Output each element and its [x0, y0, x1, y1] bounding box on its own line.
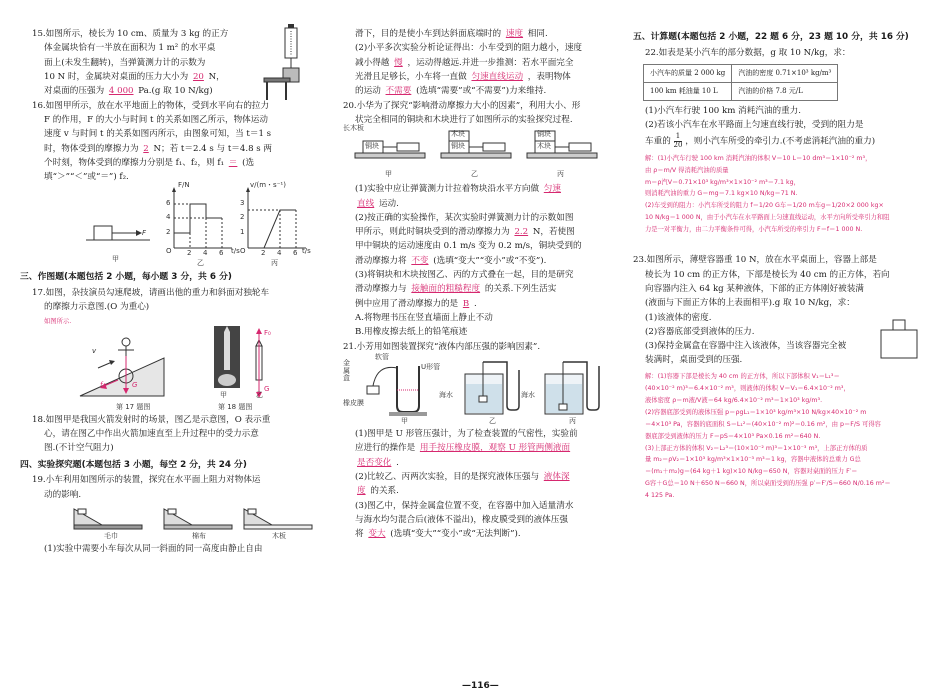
answer-blank: 变大 [368, 529, 386, 540]
q19-line: 光滑且足够长，小车将一直做 匀速直线运动 ，表明物体 [355, 71, 571, 82]
board-label: 长木板 [343, 124, 364, 133]
tick-label: 4 [166, 213, 171, 222]
block-label: 铜块 [365, 142, 379, 151]
q15-line: 面上(未发生翻转)，当弹簧测力计的示数为 [44, 57, 206, 68]
q16-figures [32, 181, 312, 268]
q20-line: 状完全相同的铜块和木块进行了如图所示的实验探究过程. [355, 114, 573, 125]
q22-line: 22.如表是某小汽车的部分数据，g 取 10 N/kg，求： [645, 47, 851, 58]
answer-blank: 液体深 [543, 471, 570, 482]
table-row [644, 82, 838, 100]
answer-blank: 用手按压橡皮膜，观察 U 形管两侧液面 [419, 443, 571, 454]
membrane-label: 橡皮膜 [343, 398, 364, 407]
q16-force-time-graph [164, 186, 234, 256]
q20-line: 例中应用了滑动摩擦力的是 B . [355, 298, 477, 309]
utube-label: U形管 [421, 362, 441, 371]
q21-line: 21.小芳用如图装置探究“液体内部压强的影响因素”. [343, 341, 541, 352]
denominator: 20 [673, 140, 683, 149]
answer-blank: 直线 [357, 198, 375, 209]
probe-label: 金属盒 [343, 358, 350, 383]
q19-line: 19.小车利用如图所示的装置，探究在水平面上阻力对物体运 [32, 475, 261, 486]
fig-label-bing: 丙 [557, 170, 564, 179]
q21-line: 度 的关系. [357, 486, 399, 497]
q19-line: 减小得越 慢 ，运动得越远.并进一步推测：若水平面完全 [355, 57, 574, 68]
solution-line: 解：(1)小汽车行驶 100 km 消耗汽油的体积 V＝10 L＝10 dm³＝1×10⁻² m³， [645, 154, 872, 162]
q21-line: (3)图乙中，保持金属盒位置不变，在容器中加入适量清水 [355, 500, 574, 511]
answer-blank: 不变 [411, 255, 429, 266]
right-column [633, 28, 923, 502]
q18-line: 18.如图甲是我国火箭发射时的场景，图乙是示意图，O 表示重 [32, 414, 271, 425]
table-cell: 汽油的价格 7.8 元/L [732, 82, 838, 100]
answer-blank: 2 [143, 143, 149, 154]
answer-blank: 度 [357, 486, 366, 497]
fig-label-yi: 乙 [256, 390, 263, 399]
tick-label: O [240, 247, 246, 256]
table-cell: 小汽车的质量 2 000 kg [644, 64, 732, 82]
solution-line: m＝ρ汽V＝0.71×10³ kg/m³×1×10⁻² m³＝7.1 kg， [645, 178, 800, 186]
friction-label: f [100, 380, 103, 389]
q23-line: (液面与下面正方体的上表面相平).g 取 10 N/kg，求： [645, 298, 855, 309]
q15-line: 10 N 时，金属块对桌面的压力大小为 20 N， [44, 71, 225, 82]
section-heading: 三、作图题(本题包括 2 小题，每小题 3 分，共 6 分) [20, 272, 232, 283]
section-heading: 五、计算题(本题包括 2 小题，22 题 6 分，23 题 10 分，共 16 分) [633, 32, 909, 42]
tick-label: 3 [240, 199, 245, 208]
tick-label: t/s [302, 247, 311, 256]
q19-line: 滑下，目的是使小车到达斜面底端时的 速度 相同. [355, 29, 548, 39]
solution-line: 10 N/kg＝1 000 N，由于小汽车在水平路面上匀速直线运动，水平方向所受牵引力和阻 [645, 214, 890, 222]
numerator: 1 [674, 133, 683, 142]
tick-label: 2 [240, 213, 245, 222]
q21-line: 与海水均匀混合后(液体不溢出)，橡皮膜受到的液体压强 [355, 514, 568, 525]
solution-line: ＝4×10³ Pa，容器的底面积 S＝L₁²＝(40×10⁻² m)²＝0.16 m²，由 p＝F/S 可得容 [645, 420, 881, 428]
answer-blank: 不需要 [385, 86, 412, 97]
fig-label-jia: 甲 [401, 416, 408, 425]
q17-line: 的摩擦力示意图.(O 为重心) [44, 302, 150, 313]
q23-container-figure [879, 318, 923, 360]
q20-line: 甲中铜块的运动速度由 0.1 m/s 变为 0.2 m/s，铜块受到的 [355, 241, 582, 252]
beaker-bing [539, 356, 609, 418]
q17-line: 17.如图，杂技演员勾速爬坡，请画出他的重力和斜面对独轮车 [32, 288, 270, 299]
tick-label: t/s [231, 247, 240, 256]
surface-label: 毛巾 [104, 531, 118, 540]
q22-solution [633, 153, 923, 237]
q16-velocity-time-graph [238, 186, 308, 256]
solution-line: 4 125 Pa. [645, 492, 675, 500]
section-heading: 四、实验探究题(本题包括 3 小题，每空 2 分，共 24 分) [20, 459, 247, 470]
figure-caption: 第 17 题图 [116, 402, 151, 411]
tick-label: 4 [277, 249, 282, 258]
q16-line: F 的作用，F 的大小与时间 t 的关系如图乙所示，物体运动 [44, 114, 268, 125]
q15-line: 体金属块恰有一半放在面积为 1 m² 的水平桌 [44, 43, 216, 54]
q19-line: (2)小平多次实验分析论证得出：小车受到的阻力越小，速度 [355, 43, 583, 54]
graph-axis-label: F/N [178, 181, 190, 190]
q19-line: 动的影响. [44, 489, 82, 500]
ramp-towel [72, 505, 144, 531]
solution-line: (3)上部正方体的体积 V₂＝L₂³＝(10×10⁻² m)³＝1×10⁻³ m³，上部正方体的质 [645, 444, 868, 452]
q22-line: (2)若该小汽车在水平路面上匀速直线行驶，受到的阻力是 [645, 119, 864, 130]
option-b: B.用橡皮擦去纸上的铅笔痕迹 [355, 327, 468, 338]
solution-line: (2)容器底部受到的液体压强 p＝ρgL₁＝1×10³ kg/m³×10 N/kg×40×10⁻² m [645, 408, 867, 416]
q19-line: 的运动 不需要 (选填“需要”或“不需要”)力来维持. [355, 86, 547, 97]
block-label: 铜块 [451, 142, 465, 151]
tick-label: 1 [240, 228, 245, 237]
q22-line: 车重的 $\frac{1}{20}$ ，则小汽车所受的牵引力.(不考虑消耗汽油的重力) [645, 132, 876, 149]
block-label: 木块 [537, 142, 551, 151]
solution-line: 液体密度 ρ＝m液/V液＝64 kg/6.4×10⁻² m³＝1×10³ kg/m³. [645, 396, 823, 404]
answer-blank: 是否变化 [357, 457, 392, 468]
fig-label-jia: 甲 [385, 170, 392, 179]
q17-figure [78, 334, 168, 402]
q23-solution [633, 371, 923, 502]
table-cell: 100 km 耗油量 10 L [644, 82, 732, 100]
q23-line: (1)该液体的密度. [645, 312, 712, 323]
fig-label-yi: 乙 [489, 416, 496, 425]
tick-label: 6 [166, 199, 171, 208]
tick-label: 6 [219, 249, 224, 258]
page-number: —116— [462, 681, 499, 691]
q23-line: 装满时，桌面受到的压强. [645, 355, 743, 366]
answer-blank: 接触面的粗糙程度 [411, 284, 481, 295]
q23-line: (2)容器底部受到液体的压力. [645, 326, 755, 337]
q23-line: (3)保持金属盒在容器中注入该液体，当该容器完全被 [645, 341, 847, 352]
solution-line: G容＋G总＝10 N＋650 N＝660 N，所以桌面受到的压强 p′＝F′/S＝660 N/0.16 m²＝ [645, 480, 891, 488]
q20-line: 甲所示，则此时铜块受到的滑动摩擦力为 2.2 N，若使图 [355, 227, 575, 238]
q20-line: (1)实验中应让弹簧测力计拉着物块沿水平方向做 匀速 [355, 184, 561, 195]
q16-line: 个时刻，物体受到的摩擦力分别是 f₁、f₂，则 f₁ ＝ (选 [44, 157, 255, 168]
solution-line: 则消耗汽油的重力 G＝mg＝7.1 kg×10 N/kg＝71 N. [645, 190, 798, 198]
solution-line: 由 ρ＝m/V 得消耗汽油的质量 [645, 166, 729, 174]
tick-label: 2 [187, 249, 192, 258]
figure-caption: 第 18 题图 [218, 402, 253, 411]
q16-line: 填“＞”“＜”或“＝”) f₂. [44, 172, 129, 183]
q20-line: (2)按正确的实验操作，某次实验时弹簧测力计的示数如图 [355, 212, 574, 223]
q23-line: 棱长为 10 cm 的正方体，下部是棱长为 40 cm 的正方体，若向 [645, 269, 890, 280]
q21-line: 应进行的操作是 用手按压橡皮膜，观察 U 形管两侧液面 [355, 443, 571, 454]
answer-blank: 速度 [505, 29, 524, 39]
q22-line: (1)小汽车行驶 100 km 消耗汽油的重力. [645, 105, 801, 116]
q23-block [633, 254, 923, 502]
tick-label: 6 [293, 249, 298, 258]
tick-label: 2 [166, 228, 171, 237]
q15-line: 15.如图所示，棱长为 10 cm、质量为 3 kg 的正方 [32, 29, 229, 39]
solution-line: 力是一对平衡力，由二力平衡条件可得，小汽车所受的牵引力 F＝f＝1 000 N. [645, 226, 863, 234]
graph-axis-label: v/(m・s⁻¹) [250, 181, 286, 190]
tick-label: O [166, 247, 172, 256]
q20-figures [343, 124, 611, 181]
q21-line: 是否变化 . [357, 457, 399, 468]
ramp-board [242, 505, 314, 531]
answer-blank: 2.2 [514, 227, 529, 238]
beaker-yi [459, 356, 529, 418]
q20-line: 滑动摩擦力将 不变 (选填“变大”“变小”或“不变”). [355, 255, 547, 266]
q18-line: 心，请在图乙中作出火箭加速直至上升过程中的受力示意 [44, 428, 259, 439]
ramp-cotton [162, 505, 234, 531]
fraction [674, 133, 683, 149]
option-a: A.将物理书压在竖直墙面上静止不动 [355, 313, 493, 323]
answer-blank: 匀速直线运动 [471, 71, 524, 82]
q15-figure [262, 22, 322, 104]
q16-line: 速度 v 与时间 t 的关系如图丙所示，由图象可知，当 t＝1 s [44, 129, 272, 140]
seawater-label: 海水 [439, 390, 453, 399]
answer-blank: B [462, 298, 470, 309]
q23-line: 向容器内注入 64 kg 某种液体，下部的正方体刚好被装满 [645, 283, 864, 294]
table-row [644, 64, 838, 82]
gravity-label: G [132, 380, 138, 389]
solution-line: 解：(1)容器下部是棱长为 40 cm 的正方体，所以下部体积 V₁＝L₁³＝ [645, 372, 840, 380]
car-data-table [643, 64, 838, 101]
block-label: 木块 [451, 130, 465, 139]
seawater-label: 海水 [521, 390, 535, 399]
surface-label: 棉布 [192, 531, 206, 540]
q21-line: (1)图甲是 U 形管压强计，为了检查装置的气密性，实验前 [355, 428, 578, 439]
table-cell: 汽油的密度 0.71×10³ kg/m³ [732, 64, 838, 82]
fig-label-jia: 甲 [220, 390, 227, 399]
fig-label-yi: 乙 [197, 259, 204, 268]
gravity-label: G [264, 384, 270, 393]
solution-line: (40×10⁻² m)³＝6.4×10⁻² m³，则液体的体积 V＝V₁＝6.4×10⁻² m³， [645, 384, 850, 392]
fig-label-jia: 甲 [112, 255, 119, 264]
answer-blank: 慢 [394, 57, 403, 68]
answer-blank: 20 [192, 71, 204, 82]
q20-line: 20.小华为了探究“影响滑动摩擦力大小的因素”，利用大小、形 [343, 100, 581, 111]
solution-text: 如图所示. [44, 317, 72, 325]
q21-figures [343, 352, 611, 426]
fig-label-bing: 丙 [569, 416, 576, 425]
fig-label-bing: 丙 [271, 259, 278, 268]
hose-label: 软管 [375, 352, 389, 361]
q20-line: 直线 运动. [357, 198, 399, 209]
q17-q18-figures [32, 330, 312, 412]
velocity-label: v [92, 346, 97, 355]
tick-label: 4 [203, 249, 208, 258]
answer-blank: 匀速 [543, 184, 561, 195]
tick-label: 2 [261, 249, 266, 258]
answer-blank: 4 000 [108, 86, 134, 97]
block-label: 铜块 [537, 130, 551, 139]
thrust-label: F₀ [264, 328, 271, 337]
q20-line: (3)将铜块和木块按图乙、丙的方式叠在一起，目的是研究 [355, 270, 574, 281]
answer-blank: ＝ [228, 157, 238, 168]
q18-line: 图.(不计空气阻力) [44, 443, 114, 454]
surface-label: 木板 [272, 531, 286, 540]
fig-label-yi: 乙 [471, 170, 478, 179]
q16-line: 16.如图甲所示，放在水平地面上的物体，受到水平向右的拉力 [32, 100, 270, 111]
q16-line: 时，物体受到的摩擦力为 2 N；若 t＝2.4 s 与 t＝4.8 s 两 [44, 143, 273, 154]
middle-column [343, 28, 611, 542]
q21-line: (2)比较乙、丙两次实验，目的是探究液体压强与 液体深 [355, 471, 570, 482]
q23-line: 23.如图所示，薄壁容器重 10 N，放在水平桌面上，容器上部是 [633, 255, 877, 266]
q15-line: 对桌面的压强为 4 000 Pa.(g 取 10 N/kg) [44, 86, 213, 97]
force-label: F [142, 229, 147, 238]
q19-figures [32, 503, 312, 543]
q19-line: (1)实验中需要小车每次从同一斜面的同一高度由静止自由 [44, 543, 263, 554]
q20-line: 滑动摩擦力与 接触面的粗糙程度 的关系.下列生活实 [355, 284, 557, 295]
q20-setups [353, 129, 603, 169]
solution-line: 器底部受到液体的压力 F＝pS＝4×10³ Pa×0.16 m²＝640 N. [645, 432, 821, 440]
q21-line: 将 变大 (选填“变大”“变小”或“无法判断”). [355, 529, 521, 540]
solution-line: (2)车受到的阻力：小汽车所受的阻力 f＝1/20 G车＝1/20 m车g＝1/20×2 000 kg× [645, 202, 884, 210]
left-column [20, 28, 312, 557]
solution-line: 量 m₂＝ρV₂＝1×10³ kg/m³×1×10⁻³ m³＝1 kg，容器中液体的总重力 G总 [645, 456, 861, 464]
solution-line: ＝(m₁＋m₂)g＝(64 kg＋1 kg)×10 N/kg＝650 N，容器对桌面的压力 F′＝ [645, 468, 858, 476]
